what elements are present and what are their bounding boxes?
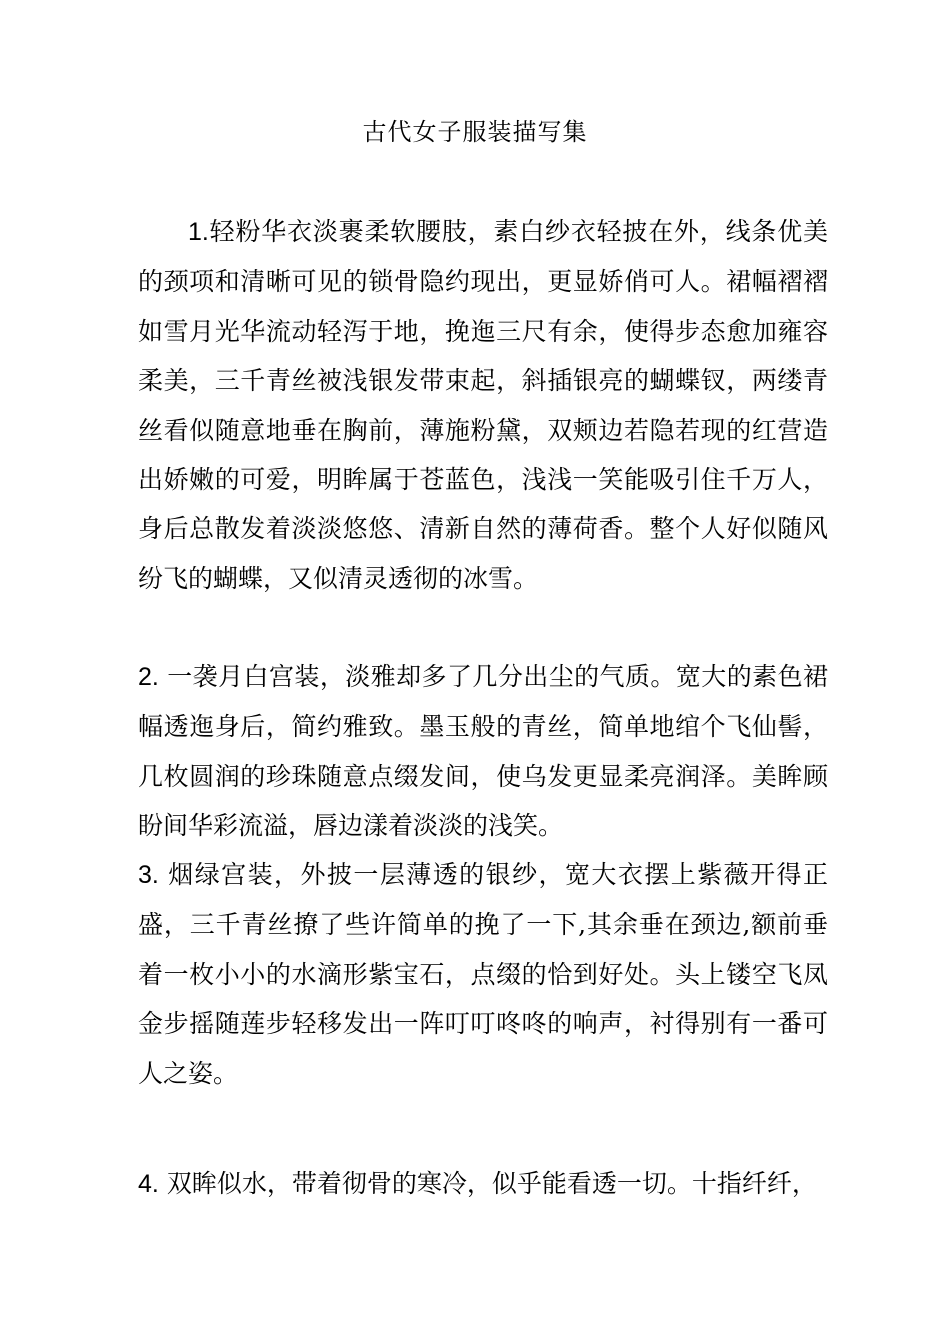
paragraph-4	[138, 1159, 828, 1209]
paragraph-number: 3.	[138, 861, 159, 889]
paragraph-number: 1.	[188, 218, 209, 246]
paragraph-number: 2.	[138, 663, 159, 691]
paragraph-text: 一袭月白宫装，淡雅却多了几分出尘的气质。宽大的素色裙幅透迤身后，简约雅致。墨玉般的青丝，简单地绾个飞仙髻，几枚圆润的珍珠随意点缀发间，使乌发更显柔亮润泽。美眸顾盼间华彩流溢，唇边漾着淡淡的浅笑。	[138, 662, 828, 841]
paragraph-1	[138, 207, 828, 603]
paragraph-2	[138, 652, 828, 851]
paragraph-3	[138, 850, 828, 1098]
paragraph-text: 烟绿宫装，外披一层薄透的银纱，宽大衣摆上紫薇开得正盛，三千青丝撩了些许简单的挽了一下,其余垂在颈边,额前垂着一枚小小的水滴形紫宝石，点缀的恰到好处。头上镂空飞凤金步摇随莲步轻移发出一阵叮叮咚咚的响声，衬得别有一番可人之姿。	[138, 860, 828, 1088]
paragraph-text: 双眸似水，带着彻骨的寒冷，似乎能看透一切。十指纤纤，	[166, 1169, 817, 1198]
page-title: 古代女子服装描写集	[362, 118, 588, 146]
paragraph-number: 4.	[138, 1170, 159, 1198]
paragraph-text: 轻粉华衣淡裹柔软腰肢，素白纱衣轻披在外，线条优美的颈项和清晰可见的锁骨隐约现出，更显娇俏可人。裙幅褶褶如雪月光华流动轻泻于地，挽迤三尺有余，使得步态愈加雍容柔美，三千青丝被浅银发带束起，斜插银亮的蝴蝶钗，两缕青丝看似随意地垂在胸前，薄施粉黛，双颊边若隐若现的红营造出娇嫩的可爱，明眸属于苍蓝色，浅浅一笑能吸引住千万人，身后总散发着淡淡悠悠、清新自然的薄荷香。整个人好似随风纷飞的蝴蝶，又似清灵透彻的冰雪。	[138, 217, 828, 593]
